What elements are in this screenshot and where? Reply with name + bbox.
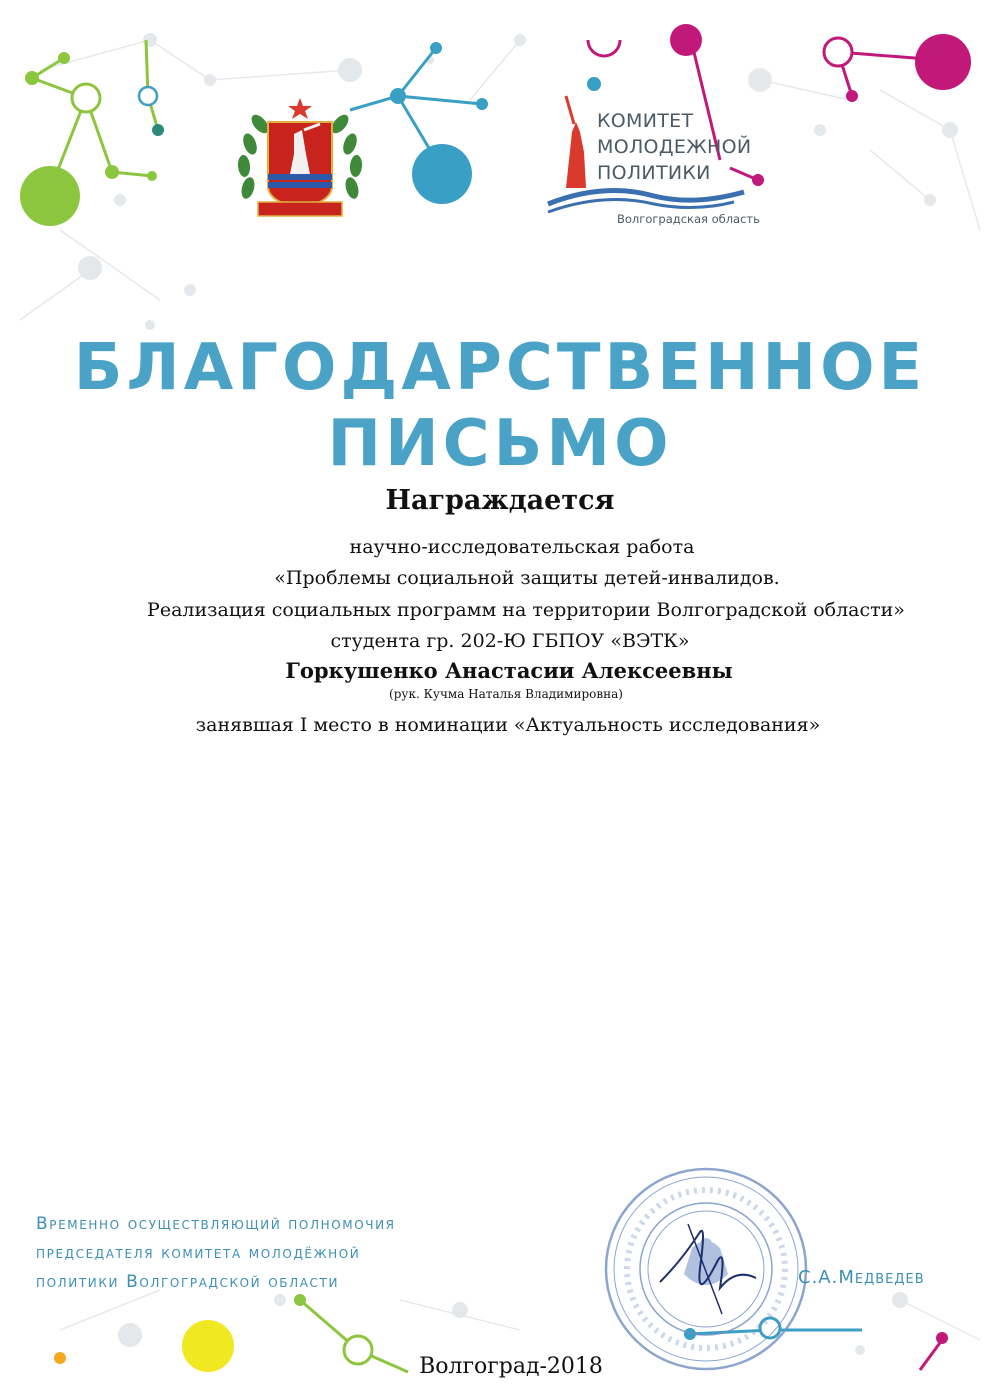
award-heading: Награждается	[385, 485, 615, 516]
official-stamp	[596, 1164, 816, 1374]
supervisor-name: (рук. Кучма Наталья Владимировна)	[389, 687, 623, 701]
award-text-line: «Проблемы социальной защиты детей-инвалидов.	[274, 567, 780, 589]
signer-title-line: Временно осуществляющий полномочия	[36, 1214, 396, 1234]
committee-region: Волгоградская область	[617, 212, 760, 226]
recipient-name: Горкушенко Анастасии Алексеевны	[285, 658, 733, 683]
document-title-line-2: ПИСЬМО	[327, 407, 673, 481]
signer-name: С.А.Медведев	[798, 1267, 925, 1288]
signer-title	[36, 1210, 396, 1297]
committee-name-line: МОЛОДЕЖНОЙ	[597, 136, 752, 158]
document-title-line-1: БЛАГОДАРСТВЕННОЕ	[73, 331, 927, 405]
award-text-line: научно-исследовательская работа	[349, 536, 695, 558]
signer-title-line: политики Волгоградской области	[36, 1272, 340, 1292]
nomination-text: занявшая I место в номинации «Актуальность исследования»	[195, 714, 821, 736]
volgograd-region-emblem	[232, 94, 368, 228]
committee-name-line: ПОЛИТИКИ	[597, 162, 711, 184]
signer-title-line: председателя комитета молодёжной	[36, 1243, 361, 1263]
award-text-line: Реализация социальных программ на территории Волгоградской области»	[147, 599, 905, 621]
city-year: Волгоград-2018	[419, 1354, 603, 1379]
award-text-line: студента гр. 202-Ю ГБПОУ «ВЭТК»	[330, 630, 690, 652]
committee-name	[597, 108, 751, 186]
committee-name-line: КОМИТЕТ	[597, 110, 694, 132]
